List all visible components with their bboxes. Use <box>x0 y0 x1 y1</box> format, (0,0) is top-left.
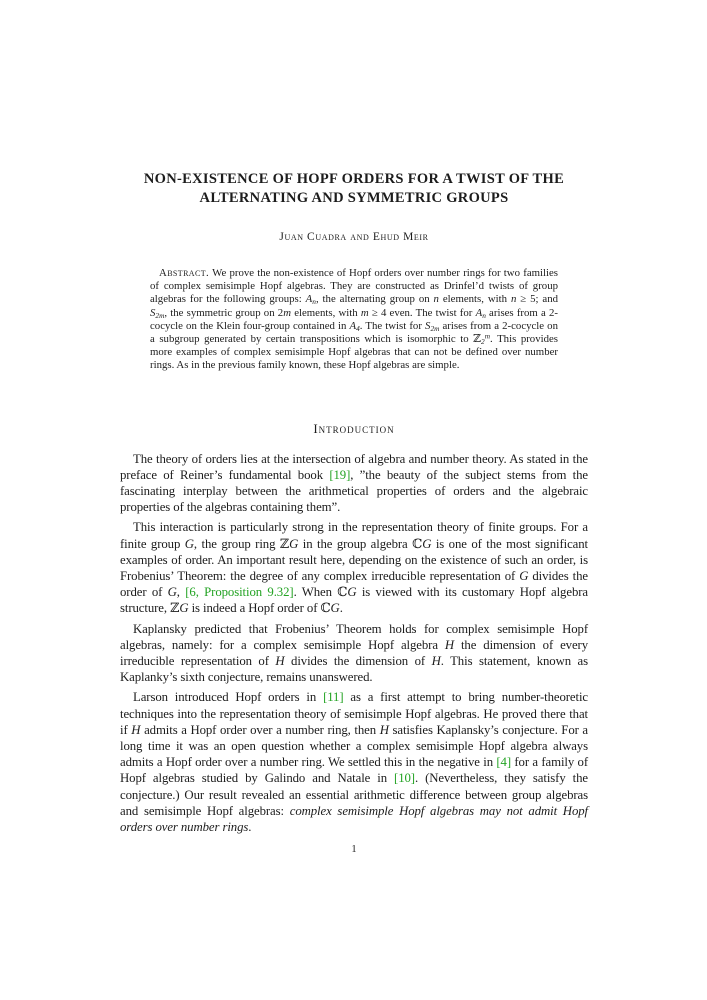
math-variable: A <box>349 319 357 332</box>
math-variable: G <box>289 536 299 551</box>
superscript: m <box>484 331 491 341</box>
text-run: . <box>339 601 343 616</box>
page-number: 1 <box>351 844 357 856</box>
math-variable: m <box>283 306 291 319</box>
text-run: admits a Hopf order over a number ring, then <box>140 722 380 737</box>
math-variable: H <box>275 654 285 669</box>
math-variable: n <box>510 293 517 306</box>
math-variable: n <box>433 293 439 306</box>
text-run: satisfies Kaplansky’s conjecture. For a long time it was an open question whether a complex semisimple Hopf algebra always admits a Hopf order over a number ring. We settled this in the negative in <box>120 722 589 770</box>
text-run: , the alternating group on <box>315 293 434 306</box>
text-run: . This provides more examples of complex semisimple Hopf algebras that can not be defined over number rings. As in the previous family known, these Hopf algebras are simple. <box>150 333 558 372</box>
math-variable: G <box>519 569 529 584</box>
abstract-label: Abstract. <box>159 267 210 279</box>
text-run: is viewed with its customary Hopf algebra structure, ℤ <box>120 585 588 616</box>
math-variable: S <box>150 306 156 319</box>
paragraph <box>120 451 588 516</box>
section-heading-introduction: Introduction <box>313 420 395 436</box>
text-run: arises from a 2-cocycle on a subgroup generated by certain transpositions which is isomorphic to ℤ <box>150 319 558 346</box>
math-variable: G <box>184 536 194 551</box>
citation-link[interactable]: [11] <box>323 690 344 705</box>
math-variable: H <box>131 722 141 737</box>
text-run: ≥ 4 even. The twist for <box>368 306 476 319</box>
math-variable: A <box>305 293 313 306</box>
math-variable: G <box>347 585 357 600</box>
text-run: , <box>176 585 186 600</box>
text-run: as a first attempt to bring number-theoretic techniques into the representation theory of semisimple Hopf algebras. He proved there that if <box>120 690 588 737</box>
emphasized-text: complex semisimple Hopf algebras may not admit Hopf orders over number rings <box>120 803 589 835</box>
paper-title-line-2: ALTERNATING AND SYMMETRIC GROUPS <box>199 190 509 206</box>
citation-link[interactable]: [4] <box>496 755 512 770</box>
math-variable: H <box>431 654 441 669</box>
subscript: n <box>312 297 316 307</box>
paper-title <box>120 170 588 208</box>
paragraph <box>120 519 588 616</box>
subscript: 2m <box>155 310 165 320</box>
text-run: We prove the non-existence of Hopf orders over number rings for two families of complex semisimple Hopf algebras. They are constructed as Drinfel’d twists of group algebras for the following groups: <box>150 267 558 306</box>
subscript: 2m <box>430 323 440 333</box>
text-run: , the symmetric group on 2 <box>164 306 284 319</box>
math-variable: m <box>360 306 369 319</box>
math-variable: G <box>330 601 340 616</box>
citation-link[interactable]: [6, Proposition 9.32] <box>185 585 294 600</box>
text-run: is indeed a Hopf order of ℂ <box>188 601 331 616</box>
text-run: for a family of Hopf algebras studied by Galindo and Natale in <box>120 755 588 786</box>
math-variable: G <box>167 585 177 600</box>
text-run: . <box>248 820 252 835</box>
text-run: , ”the beauty of the subject stems from the fascinating interplay between the arithmetical properties of orders and the algebraic properties of the algebras containing them”. <box>120 467 588 515</box>
text-run: arises from a 2-cocycle on the Klein four-group contained in <box>150 306 558 332</box>
text-run: the dimension of every irreducible representation of <box>120 637 588 669</box>
subscript: n <box>482 310 486 320</box>
math-variable: G <box>422 536 432 551</box>
math-variable: S <box>425 319 431 332</box>
math-variable: H <box>379 722 389 737</box>
authors-line: Juan Cuadra and Ehud Meir <box>279 231 429 243</box>
text-run: Larson introduced Hopf orders in <box>133 690 324 705</box>
text-run: . This statement, known as Kaplanky’s sixth conjecture, remains unanswered. <box>120 654 588 685</box>
abstract-text <box>150 267 558 371</box>
text-block <box>120 170 588 855</box>
paragraph <box>120 689 588 835</box>
paragraph <box>120 621 588 686</box>
subscript: 2 <box>481 336 485 346</box>
text-run: Kaplansky predicted that Frobenius’ Theorem holds for complex semisimple Hopf algebras, namely: for a complex semisimple Hopf algebra <box>120 621 588 652</box>
text-run: The theory of orders lies at the intersection of algebra and number theory. As stated in the preface of Reiner’s fundamental book <box>120 451 588 482</box>
text-run: This interaction is particularly strong in the representation theory of finite groups. For a finite group <box>120 520 588 551</box>
text-run: ≥ 5; and <box>516 293 558 306</box>
abstract <box>120 267 588 373</box>
math-variable: G <box>179 601 189 616</box>
math-variable: H <box>444 637 455 652</box>
citation-link[interactable]: [19] <box>329 467 351 482</box>
text-run: elements, with <box>291 306 361 319</box>
text-run: elements, with <box>438 293 511 306</box>
text-run: divides the dimension of <box>284 654 432 669</box>
text-run: . The twist for <box>359 319 426 332</box>
text-run: in the group algebra ℂ <box>298 536 423 551</box>
subscript: 4 <box>356 323 360 333</box>
paper-title-line-1: NON-EXISTENCE OF HOPF ORDERS FOR A TWIST OF THE <box>143 171 565 187</box>
text-run: . (Nevertheless, they satisfy the conjecture.) Our result revealed an essential arithmetic difference between group algebras and semisimple Hopf algebras: <box>120 771 588 818</box>
text-run: . When ℂ <box>293 585 348 600</box>
text-run: is one of the most significant examples of order. An important result here, depending on the existence of such an order, is Frobenius’ Theorem: the degree of any complex irreducible representation of <box>120 536 589 584</box>
math-variable: A <box>475 306 483 319</box>
text-run: divides the order of <box>120 569 588 600</box>
text-run: , the group ring ℤ <box>193 536 290 551</box>
citation-link[interactable]: [10] <box>394 771 415 786</box>
